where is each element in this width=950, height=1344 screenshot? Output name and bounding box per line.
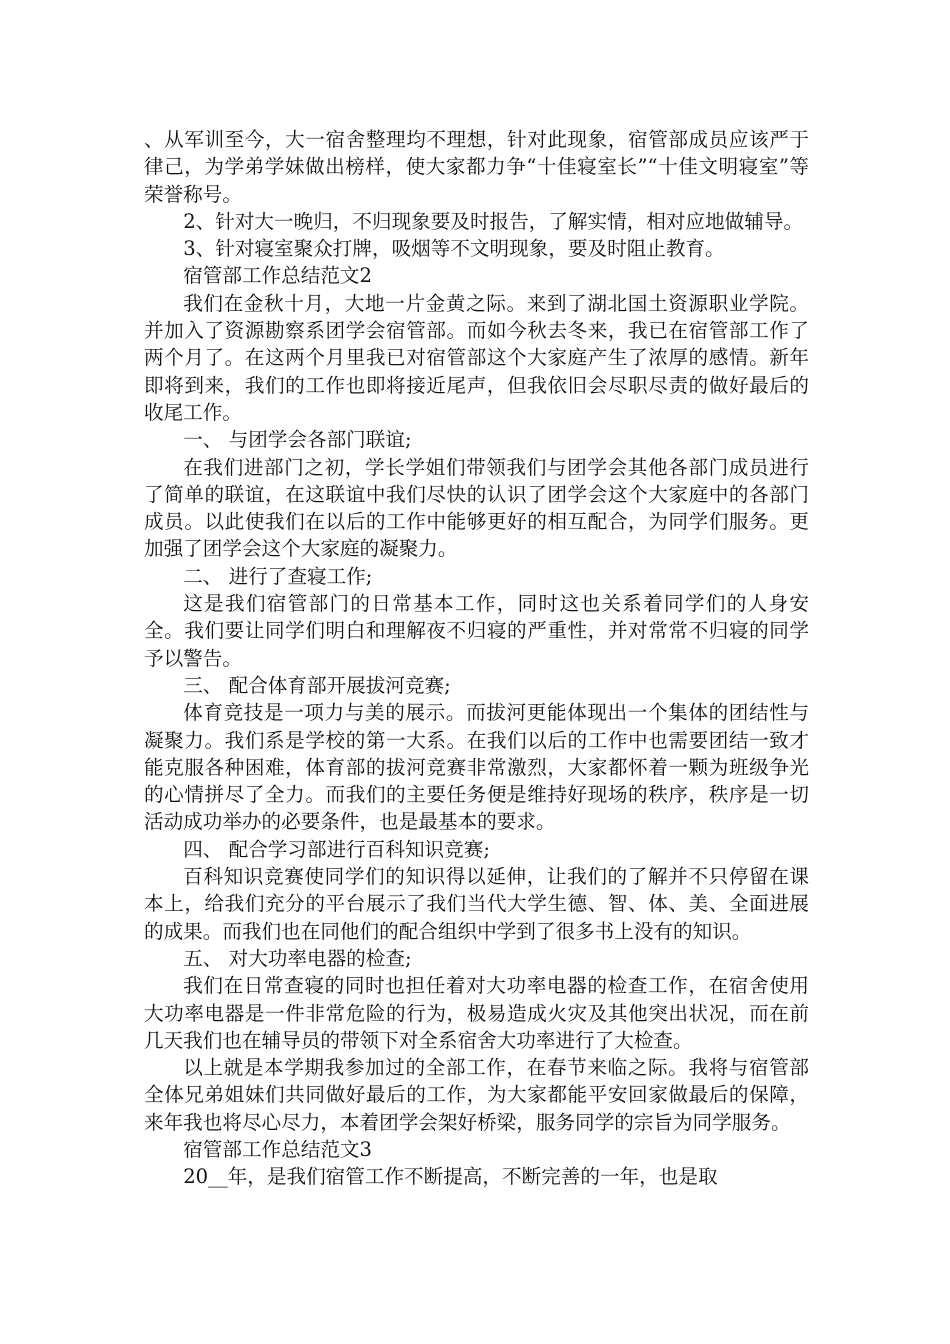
paragraph: 20__年，是我们宿管工作不断提高，不断完善的一年，也是取 — [183, 1165, 718, 1189]
list-heading: 五、 对大功率电器的检查; — [183, 946, 412, 970]
paragraph: 3、针对寝室聚众打牌，吸烟等不文明现象，要及时阻止教育。 — [183, 237, 725, 261]
list-heading: 四、 配合学习部进行百科知识竞赛; — [183, 837, 490, 861]
paragraph: 以上就是本学期我参加过的全部工作，在春节来临之际。我将与宿管部全体兄弟姐妹们共同做好最后的工作，为大家都能平安回家做最后的保障，来年我也将尽心尽力，本着团学会架好桥梁，服务同学的宗旨为同学服务。 — [144, 1056, 809, 1134]
document-body — [144, 126, 809, 1191]
list-heading: 三、 配合体育部开展拔河竞赛; — [183, 673, 451, 697]
paragraph: 、从军训至今，大一宿舍整理均不理想，针对此现象，宿管部成员应该严于律己，为学弟学妹做出榜样，使大家都力争“十佳寝室长”“十佳文明寝室”等荣誉称号。 — [144, 128, 809, 206]
paragraph: 2、针对大一晚归，不归现象要及时报告，了解实情，相对应地做辅导。 — [183, 209, 804, 233]
paragraph: 在我们进部门之初，学长学姐们带领我们与团学会其他各部门成员进行了简单的联谊，在这联谊中我们尽快的认识了团学会这个大家庭中的各部门成员。以此使我们在以后的工作中能够更好的相互配合，为同学们服务。更加强了团学会这个大家庭的凝聚力。 — [144, 455, 809, 561]
section-title: 宿管部工作总结范文3 — [183, 1137, 372, 1161]
section-title: 宿管部工作总结范文2 — [183, 264, 372, 288]
list-heading: 一、 与团学会各部门联谊; — [183, 428, 412, 452]
paragraph: 这是我们宿管部门的日常基本工作，同时这也关系着同学们的人身安全。我们要让同学们明白和理解夜不归寝的严重性，并对常常不归寝的同学予以警告。 — [144, 592, 809, 670]
paragraph: 百科知识竞赛使同学们的知识得以延伸，让我们的了解并不只停留在课本上，给我们充分的平台展示了我们当代大学生德、智、体、美、全面进展的成果。而我们也在同他们的配合组织中学到了很多书上没有的知识。 — [144, 865, 809, 943]
paragraph: 体育竞技是一项力与美的展示。而拔河更能体现出一个集体的团结性与凝聚力。我们系是学校的第一大系。在我们以后的工作中也需要团结一致才能克服各种困难，体育部的拔河竞赛非常激烈，大家都怀着一颗为班级争光的心情拼尽了全力。而我们的主要任务便是维持好现场的秩序，秩序是一切活动成功举办的必要条件，也是最基本的要求。 — [144, 701, 809, 834]
list-heading: 二、 进行了查寝工作; — [183, 564, 373, 588]
paragraph: 我们在日常查寝的同时也担任着对大功率电器的检查工作，在宿舍使用大功率电器是一件非常危险的行为，极易造成火灾及其他突出状况，而在前几天我们也在辅导员的带领下对全系宿舍大功率进行了大检查。 — [144, 974, 809, 1052]
paragraph: 我们在金秋十月，大地一片金黄之际。来到了湖北国土资源职业学院。并加入了资源勘察系团学会宿管部。而如今秋去冬来，我已在宿管部工作了两个月了。在这两个月里我已对宿管部这个大家庭产生了浓厚的感情。新年即将到来，我们的工作也即将接近尾声，但我依旧会尽职尽责的做好最后的收尾工作。 — [144, 291, 809, 424]
